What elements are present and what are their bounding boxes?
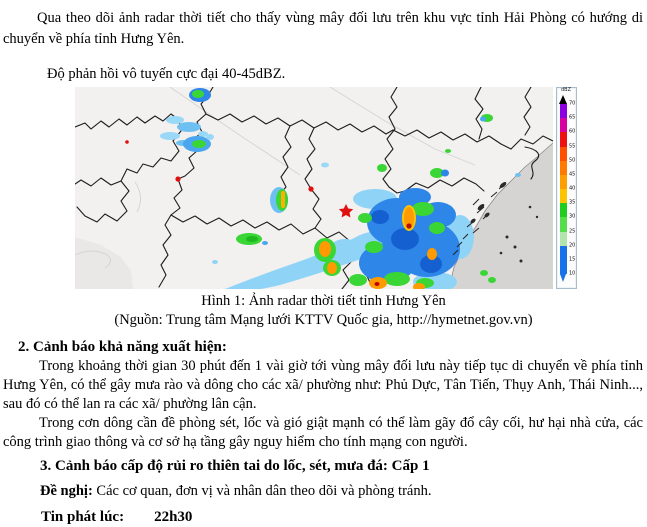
issue-time-value: 22h30: [154, 509, 193, 525]
issue-time-label: Tin phát lúc:: [41, 509, 125, 525]
legend-tick-label: 50: [569, 157, 576, 164]
legend-tick-label: 15: [569, 256, 576, 263]
section3-heading: 3. Cảnh báo cấp độ rủi ro thiên tai do lốc, sét, mưa đá: Cấp 1: [40, 458, 430, 474]
figure-source: (Nguồn: Trung tâm Mạng lưới KTTV Quốc gia, http://hymetnet.gov.vn): [114, 312, 533, 328]
radar-figure: [75, 87, 577, 289]
legend-tick-label: 60: [569, 128, 576, 135]
section2-paragraph2: Trong cơn dông cần đề phòng sét, lốc và gió giật mạnh có thể làm gãy đổ cây cối, hư hại nhà cửa, các công trình giao thông và cơ sở hạ tầng gây nguy hiểm cho tính mạng con người.: [3, 415, 643, 450]
recommendation-line: [3, 481, 643, 501]
legend-tick-label: 10: [569, 270, 576, 277]
intro-paragraph: Qua theo dõi ảnh radar thời tiết cho thấy vùng mây đối lưu trên khu vực tỉnh Hải Phòng có hướng di chuyển về phía tỉnh Hưng Yên.: [3, 10, 643, 47]
legend-color-segment: [560, 217, 567, 231]
legend-color-segment: [560, 246, 567, 260]
section2-heading: 2. Cảnh báo khả năng xuất hiện:: [18, 339, 227, 355]
figure-caption: Hình 1: Ảnh radar thời tiết tỉnh Hưng Yên: [201, 293, 446, 309]
legend-color-segment: [560, 147, 567, 161]
legend-tick-label: 45: [569, 171, 576, 178]
legend-tick-label: 55: [569, 143, 576, 149]
section2-paragraph1: Trong khoảng thời gian 30 phút đến 1 vài giờ tới vùng mây đối lưu này tiếp tục di chuyển về phía tỉnh Hưng Yên, có thể gây mưa rào và dông cho các xã/ phường như: Phủ Dực, Tân Tiến, Thụy Anh, Thái Ninh..., sau đó có thể lan ra các xã/ phường lân cận.: [3, 358, 643, 412]
issue-time-line: [3, 507, 643, 527]
station-dot: [125, 140, 129, 144]
legend-color-segment: [560, 161, 567, 175]
station-dot: [175, 176, 180, 181]
dbz-colorbar: [556, 87, 577, 289]
legend-color-segment: [560, 203, 567, 217]
colorbar-down-arrow-icon: [560, 274, 566, 282]
radar-map: [75, 87, 553, 289]
legend-tick-label: 70: [569, 100, 576, 107]
legend-color-segment: [560, 260, 567, 274]
legend-color-segment: [560, 132, 567, 146]
reflectivity-paragraph: Độ phản hồi vô tuyến cực đại 40-45dBZ.: [47, 66, 286, 82]
radar-map-image: [75, 87, 553, 289]
legend-tick-label: 20: [569, 242, 576, 249]
recommendation-text: Các cơ quan, đơn vị và nhân dân theo dõi và phòng tránh.: [92, 483, 432, 499]
legend-color-segment: [560, 232, 567, 246]
legend-tick-label: 25: [569, 228, 576, 234]
legend-color-segment: [560, 118, 567, 132]
legend-tick-label: 35: [569, 199, 576, 206]
legend-tick-label: 65: [569, 114, 576, 121]
station-dot: [308, 186, 313, 191]
legend-tick-label: 40: [569, 185, 576, 192]
legend-color-segment: [560, 104, 567, 118]
dbz-unit-label: dBZ: [561, 87, 572, 93]
recommendation-label: Đề nghị:: [40, 483, 93, 499]
station-dot: [406, 223, 411, 228]
colorbar-segments: [560, 104, 567, 274]
legend-color-segment: [560, 175, 567, 189]
legend-tick-label: 30: [569, 213, 576, 220]
legend-color-segment: [560, 189, 567, 203]
colorbar-up-arrow-icon: [559, 95, 567, 104]
